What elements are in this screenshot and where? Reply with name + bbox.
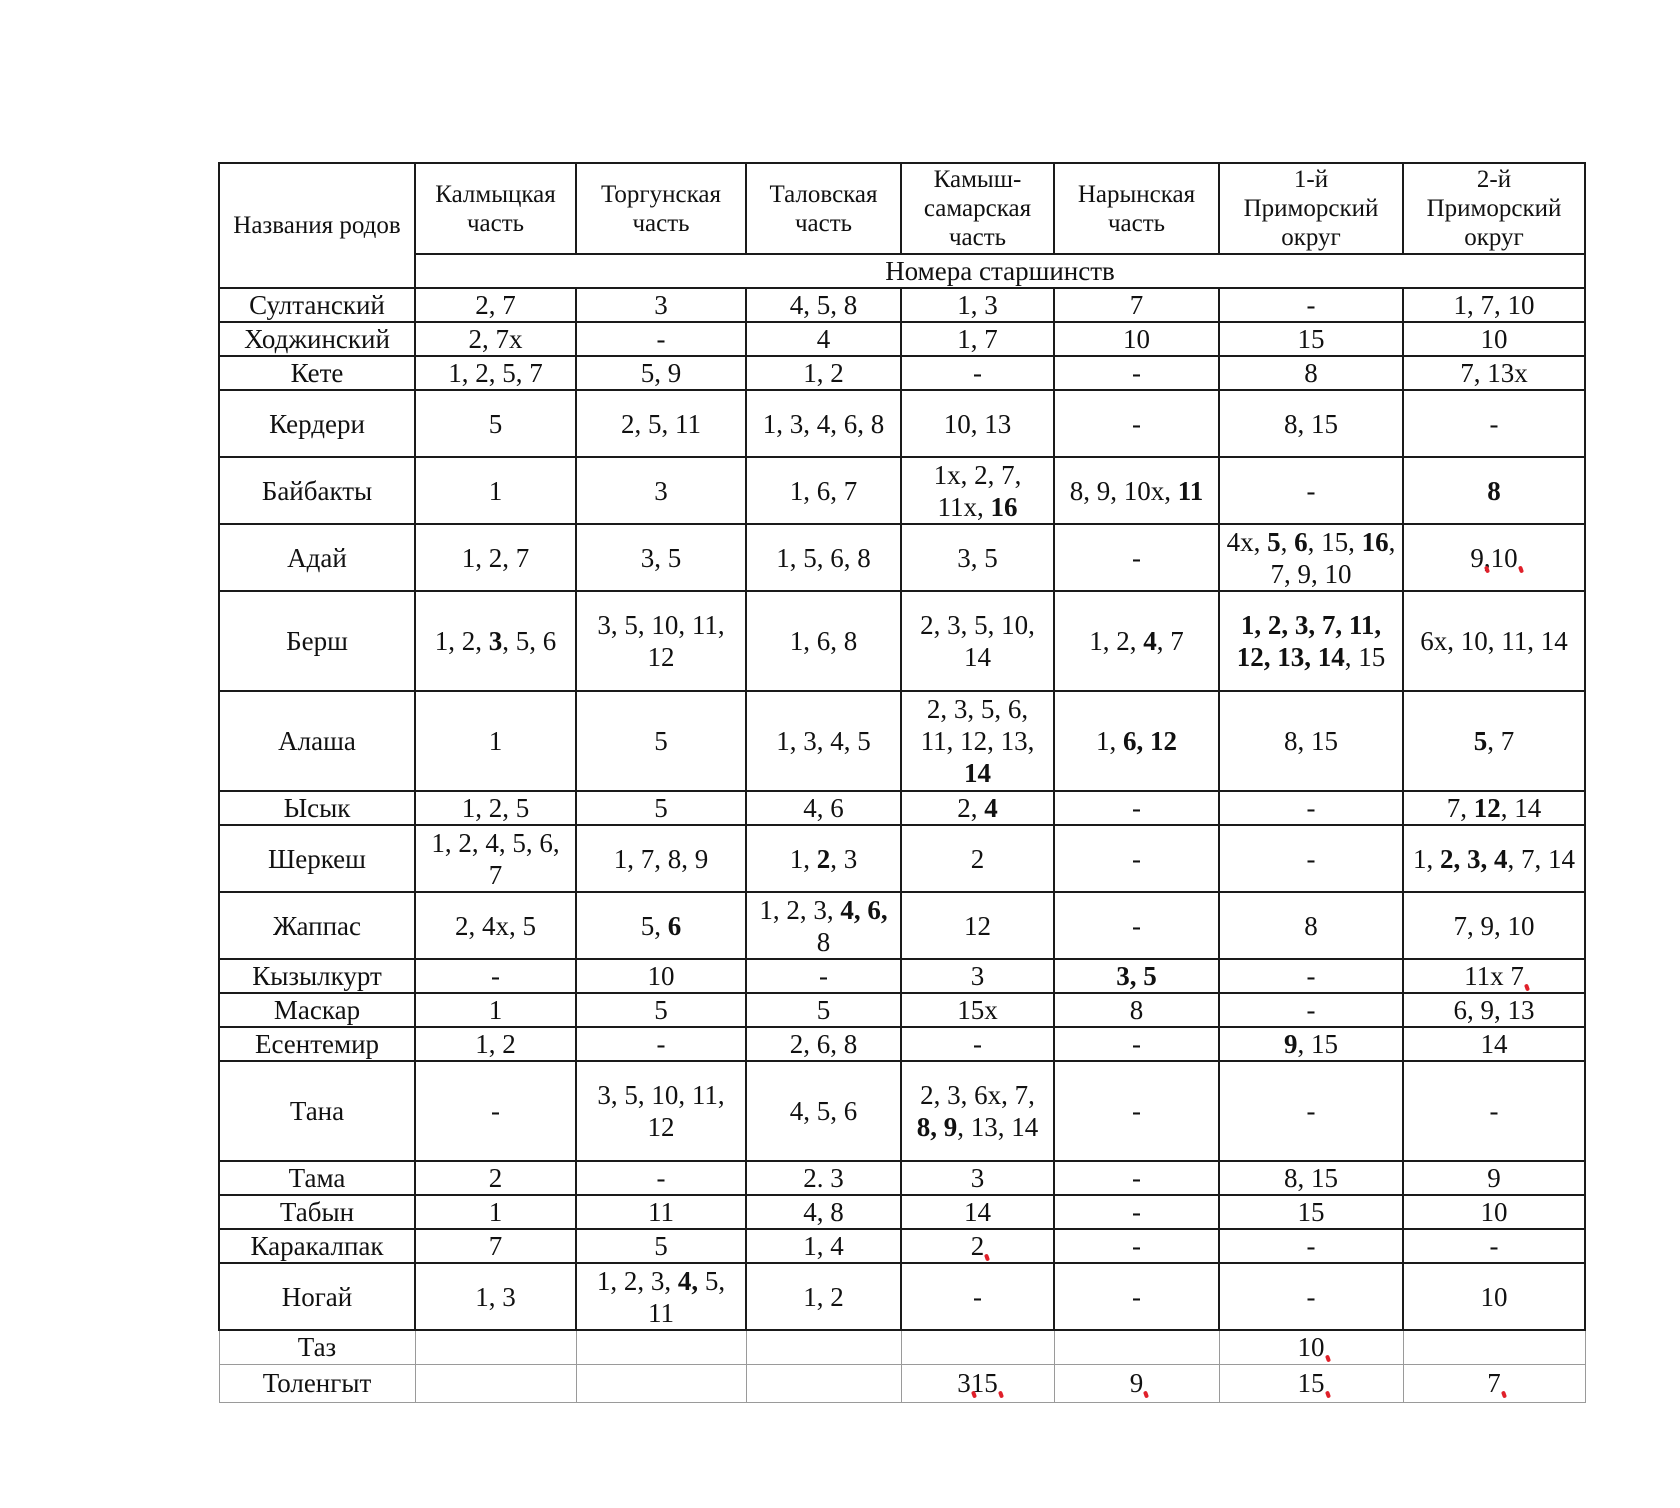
rod-name-cell: Кызылкурт xyxy=(219,959,415,993)
value-cell: 7 xyxy=(415,1229,576,1263)
rod-name-cell: Кете xyxy=(219,356,415,390)
value-cell: 6, 9, 13 xyxy=(1403,993,1585,1027)
value-cell: 1, 6, 12 xyxy=(1054,691,1219,791)
value-cell xyxy=(1054,1330,1219,1364)
value-cell: 12 xyxy=(901,892,1054,959)
value-cell: 5 xyxy=(576,791,746,825)
value-cell: 15 xyxy=(1219,322,1403,356)
table-row xyxy=(219,288,1585,322)
value-cell: 2 xyxy=(901,1229,1054,1263)
value-cell xyxy=(746,1364,901,1402)
value-cell: 10 xyxy=(1219,1330,1403,1364)
value-cell: 5 xyxy=(576,1229,746,1263)
value-cell: - xyxy=(1403,1229,1585,1263)
table-row xyxy=(219,1027,1585,1061)
value-cell: 1, 2, 3, 7, 11, 12, 13, 14, 15 xyxy=(1219,591,1403,691)
rod-name-cell: Тана xyxy=(219,1061,415,1161)
value-cell: 3 xyxy=(576,288,746,322)
value-cell: 3 xyxy=(576,457,746,524)
rod-name-cell: Маскар xyxy=(219,993,415,1027)
rod-name-cell: Толенгыт xyxy=(219,1364,415,1402)
col-header: Нарынская часть xyxy=(1054,163,1219,254)
table-row xyxy=(219,457,1585,524)
value-cell: 8, 15 xyxy=(1219,1161,1403,1195)
value-cell: - xyxy=(1054,1263,1219,1330)
value-cell: - xyxy=(901,1263,1054,1330)
table-body xyxy=(219,288,1585,1402)
table-row xyxy=(219,1364,1585,1402)
value-cell: - xyxy=(1054,1061,1219,1161)
value-cell: 8, 15 xyxy=(1219,390,1403,457)
table-row xyxy=(219,1229,1585,1263)
value-cell xyxy=(576,1364,746,1402)
value-cell: 3, 5 xyxy=(1054,959,1219,993)
value-cell: - xyxy=(1403,390,1585,457)
value-cell: 315 xyxy=(901,1364,1054,1402)
value-cell: 7 xyxy=(1054,288,1219,322)
value-cell: 1, 2, 3 xyxy=(746,825,901,892)
value-cell: 4 xyxy=(746,322,901,356)
value-cell: 3 xyxy=(901,1161,1054,1195)
value-cell: 2, 5, 11 xyxy=(576,390,746,457)
value-cell: 11 xyxy=(576,1195,746,1229)
value-cell: 1, 7, 10 xyxy=(1403,288,1585,322)
rod-name-cell: Ногай xyxy=(219,1263,415,1330)
value-cell: 1, 3, 4, 5 xyxy=(746,691,901,791)
value-cell: - xyxy=(1054,1161,1219,1195)
value-cell: - xyxy=(1219,993,1403,1027)
value-cell: 7, 13х xyxy=(1403,356,1585,390)
value-cell: 2 xyxy=(901,825,1054,892)
value-cell: 1, 2, 4, 7 xyxy=(1054,591,1219,691)
value-cell: 3, 5 xyxy=(576,524,746,591)
value-cell: 1, 2 xyxy=(746,1263,901,1330)
value-cell: 4, 5, 6 xyxy=(746,1061,901,1161)
col-header: Калмыцкая часть xyxy=(415,163,576,254)
header-row xyxy=(219,163,1585,254)
value-cell: 8 xyxy=(1219,892,1403,959)
value-cell: 1, 7, 8, 9 xyxy=(576,825,746,892)
value-cell: 5, 9 xyxy=(576,356,746,390)
table-row xyxy=(219,591,1585,691)
table-row xyxy=(219,959,1585,993)
value-cell: 2, 4 xyxy=(901,791,1054,825)
value-cell: - xyxy=(576,322,746,356)
value-cell: 8 xyxy=(1054,993,1219,1027)
value-cell xyxy=(576,1330,746,1364)
value-cell: 5 xyxy=(576,993,746,1027)
rod-name-cell: Таз xyxy=(219,1330,415,1364)
value-cell: 2. 3 xyxy=(746,1161,901,1195)
value-cell: 1 xyxy=(415,691,576,791)
table-row xyxy=(219,356,1585,390)
value-cell: - xyxy=(576,1027,746,1061)
table-row xyxy=(219,390,1585,457)
table-row xyxy=(219,1195,1585,1229)
rod-name-cell: Кердери xyxy=(219,390,415,457)
value-cell: 2, 3, 6х, 7, 8, 9, 13, 14 xyxy=(901,1061,1054,1161)
rod-name-cell: Алаша xyxy=(219,691,415,791)
value-cell: 1, 3 xyxy=(415,1263,576,1330)
value-cell: 1х, 2, 7, 11х, 16 xyxy=(901,457,1054,524)
value-cell: 1, 2 xyxy=(746,356,901,390)
value-cell: - xyxy=(1219,457,1403,524)
value-cell: 7, 12, 14 xyxy=(1403,791,1585,825)
value-cell: 4, 8 xyxy=(746,1195,901,1229)
value-cell: 1, 2, 3, 4, 6, 8 xyxy=(746,892,901,959)
table-row xyxy=(219,322,1585,356)
value-cell: - xyxy=(1219,959,1403,993)
rod-name-cell: Берш xyxy=(219,591,415,691)
value-cell: 1, 2, 5 xyxy=(415,791,576,825)
value-cell: 1, 2, 4, 5, 6, 7 xyxy=(415,825,576,892)
value-cell: 1, 5, 6, 8 xyxy=(746,524,901,591)
value-cell: - xyxy=(1219,825,1403,892)
value-cell: 1, 2 xyxy=(415,1027,576,1061)
value-cell: 1, 2, 7 xyxy=(415,524,576,591)
value-cell: - xyxy=(1219,791,1403,825)
value-cell: 10 xyxy=(1403,1195,1585,1229)
value-cell: 1, 3, 4, 6, 8 xyxy=(746,390,901,457)
value-cell: - xyxy=(1054,356,1219,390)
value-cell: 3 xyxy=(901,959,1054,993)
value-cell: - xyxy=(1219,1229,1403,1263)
value-cell: 4, 5, 8 xyxy=(746,288,901,322)
value-cell: 10 xyxy=(1403,1263,1585,1330)
value-cell: 1, 6, 8 xyxy=(746,591,901,691)
value-cell: 3, 5 xyxy=(901,524,1054,591)
subheader-row xyxy=(219,254,1585,288)
rod-name-cell: Ысык xyxy=(219,791,415,825)
col-header: Камыш-самарская часть xyxy=(901,163,1054,254)
value-cell: - xyxy=(1054,791,1219,825)
value-cell: 10 xyxy=(1403,322,1585,356)
table-row xyxy=(219,1263,1585,1330)
value-cell: 1, 3 xyxy=(901,288,1054,322)
value-cell: - xyxy=(1054,1195,1219,1229)
value-cell: 5, 7 xyxy=(1403,691,1585,791)
table-row xyxy=(219,993,1585,1027)
document-page xyxy=(218,162,1586,1403)
value-cell: 4, 6 xyxy=(746,791,901,825)
value-cell: 9, 15 xyxy=(1219,1027,1403,1061)
value-cell: 15 xyxy=(1219,1195,1403,1229)
value-cell: 2, 4х, 5 xyxy=(415,892,576,959)
value-cell: 1 xyxy=(415,1195,576,1229)
rod-name-cell: Ходжинский xyxy=(219,322,415,356)
value-cell: 7 xyxy=(1403,1364,1585,1402)
value-cell: - xyxy=(1054,825,1219,892)
value-cell: - xyxy=(415,1061,576,1161)
value-cell: - xyxy=(1054,1027,1219,1061)
col-header: 1-й Приморский округ xyxy=(1219,163,1403,254)
value-cell: 10 xyxy=(1054,322,1219,356)
value-cell: 1, 2, 3, 4, 7, 14 xyxy=(1403,825,1585,892)
rod-name-cell: Тама xyxy=(219,1161,415,1195)
value-cell xyxy=(746,1330,901,1364)
value-cell: 7, 9, 10 xyxy=(1403,892,1585,959)
rod-name-cell: Табын xyxy=(219,1195,415,1229)
clans-table xyxy=(218,162,1586,1403)
table-row xyxy=(219,691,1585,791)
value-cell: - xyxy=(746,959,901,993)
value-cell: 1, 6, 7 xyxy=(746,457,901,524)
value-cell: 1, 7 xyxy=(901,322,1054,356)
value-cell: 10 xyxy=(576,959,746,993)
value-cell: 8, 9, 10х, 11 xyxy=(1054,457,1219,524)
value-cell: - xyxy=(576,1161,746,1195)
value-cell: - xyxy=(1219,288,1403,322)
value-cell: 1, 2, 5, 7 xyxy=(415,356,576,390)
table-row xyxy=(219,524,1585,591)
value-cell: 6х, 10, 11, 14 xyxy=(1403,591,1585,691)
value-cell: - xyxy=(1054,524,1219,591)
value-cell: 1 xyxy=(415,457,576,524)
value-cell: 10, 13 xyxy=(901,390,1054,457)
rod-name-cell: Жаппас xyxy=(219,892,415,959)
value-cell: - xyxy=(1054,390,1219,457)
value-cell: 14 xyxy=(1403,1027,1585,1061)
rod-name-cell: Шеркеш xyxy=(219,825,415,892)
table-row xyxy=(219,1330,1585,1364)
value-cell: 4х, 5, 6, 15, 16, 7, 9, 10 xyxy=(1219,524,1403,591)
table-row xyxy=(219,825,1585,892)
value-cell xyxy=(901,1330,1054,1364)
col-header: 2-й Приморский округ xyxy=(1403,163,1585,254)
value-cell: 2, 3, 5, 6, 11, 12, 13, 14 xyxy=(901,691,1054,791)
value-cell: 15х xyxy=(901,993,1054,1027)
value-cell: - xyxy=(1219,1061,1403,1161)
value-cell: - xyxy=(901,1027,1054,1061)
value-cell: 5 xyxy=(415,390,576,457)
value-cell: 3, 5, 10, 11, 12 xyxy=(576,1061,746,1161)
col-header: Таловская часть xyxy=(746,163,901,254)
value-cell: 2, 6, 8 xyxy=(746,1027,901,1061)
value-cell: - xyxy=(1219,1263,1403,1330)
rod-name-cell: Каракалпак xyxy=(219,1229,415,1263)
value-cell: 1 xyxy=(415,993,576,1027)
value-cell xyxy=(415,1364,576,1402)
value-cell xyxy=(415,1330,576,1364)
value-cell: 5 xyxy=(746,993,901,1027)
value-cell: 2, 3, 5, 10, 14 xyxy=(901,591,1054,691)
value-cell: 5, 6 xyxy=(576,892,746,959)
value-cell: 5 xyxy=(576,691,746,791)
rod-name-cell: Есентемир xyxy=(219,1027,415,1061)
value-cell: - xyxy=(1403,1061,1585,1161)
rod-name-cell: Адай xyxy=(219,524,415,591)
value-cell: 1, 4 xyxy=(746,1229,901,1263)
value-cell: 9,10 xyxy=(1403,524,1585,591)
rod-name-cell: Байбакты xyxy=(219,457,415,524)
value-cell: 15 xyxy=(1219,1364,1403,1402)
value-cell: 8, 15 xyxy=(1219,691,1403,791)
value-cell: 2 xyxy=(415,1161,576,1195)
table-row xyxy=(219,892,1585,959)
table-row xyxy=(219,1061,1585,1161)
table-row xyxy=(219,791,1585,825)
value-cell: 11х 7 xyxy=(1403,959,1585,993)
table-row xyxy=(219,1161,1585,1195)
value-cell: 2, 7 xyxy=(415,288,576,322)
rod-name-cell: Султанский xyxy=(219,288,415,322)
value-cell: 9 xyxy=(1054,1364,1219,1402)
value-cell: 8 xyxy=(1219,356,1403,390)
value-cell: 1, 2, 3, 4, 5, 11 xyxy=(576,1263,746,1330)
value-cell: 2, 7х xyxy=(415,322,576,356)
value-cell: 1, 2, 3, 5, 6 xyxy=(415,591,576,691)
value-cell: 3, 5, 10, 11, 12 xyxy=(576,591,746,691)
value-cell: - xyxy=(1054,1229,1219,1263)
rod-header: Названия родов xyxy=(219,163,415,288)
value-cell: 8 xyxy=(1403,457,1585,524)
value-cell: - xyxy=(1054,892,1219,959)
value-cell: 9 xyxy=(1403,1161,1585,1195)
value-cell xyxy=(1403,1330,1585,1364)
value-cell: - xyxy=(415,959,576,993)
subheader: Номера старшинств xyxy=(415,254,1585,288)
value-cell: 14 xyxy=(901,1195,1054,1229)
col-header: Торгунская часть xyxy=(576,163,746,254)
value-cell: - xyxy=(901,356,1054,390)
